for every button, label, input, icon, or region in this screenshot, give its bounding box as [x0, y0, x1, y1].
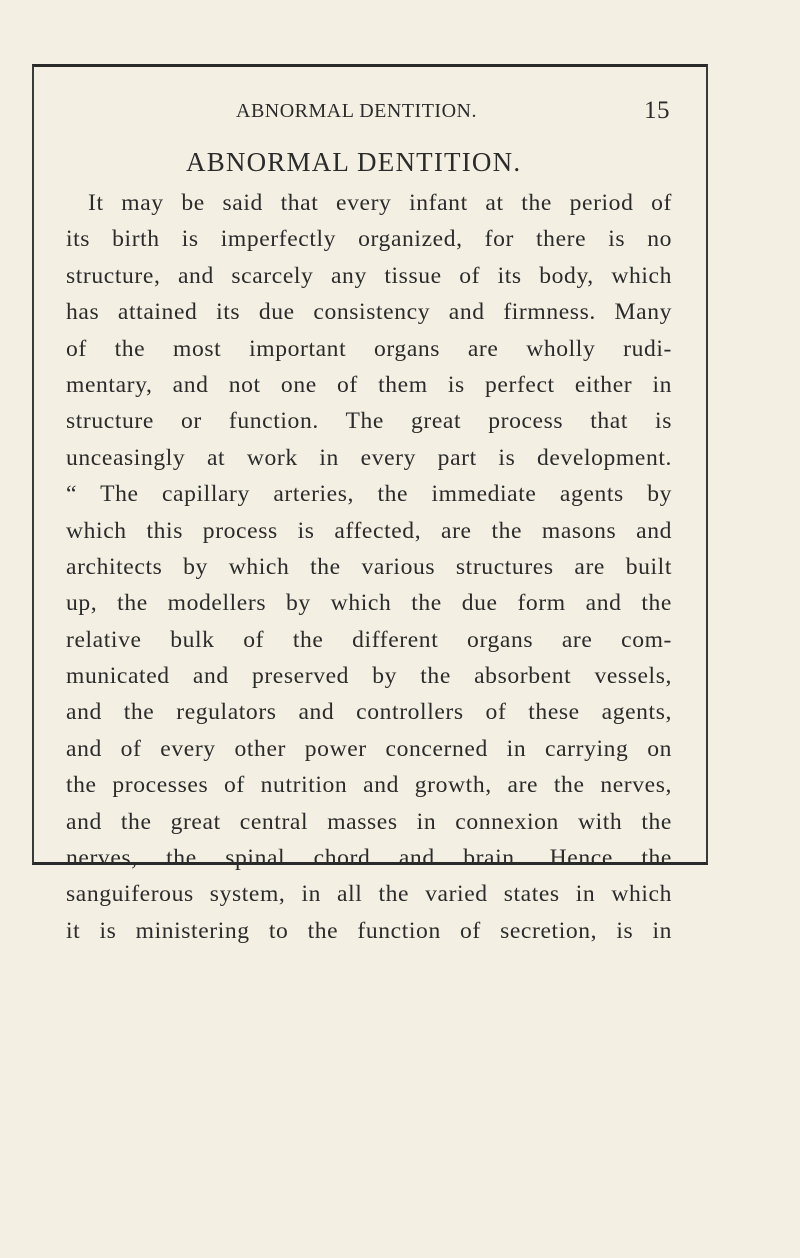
- text-line: and the regulators and controllers of these agents,: [66, 699, 672, 726]
- text-line: which this process is affected, are the masons and: [66, 517, 672, 544]
- text-line: nerves, the spinal chord and brain. Hence the: [66, 845, 672, 872]
- text-line: mentary, and not one of them is perfect either in: [66, 371, 672, 398]
- page-number: 15: [644, 97, 670, 124]
- text-line: “ The capillary arteries, the immediate agents by: [66, 481, 672, 508]
- text-line: of the most important organs are wholly rudi-: [66, 335, 672, 362]
- running-head-title: ABNORMAL DENTITION.: [236, 100, 477, 122]
- running-head: [236, 97, 676, 124]
- text-line: has attained its due consistency and firmness. Many: [66, 299, 672, 326]
- text-line: relative bulk of the different organs are com-: [66, 626, 672, 653]
- chapter-title: ABNORMAL DENTITION.: [186, 147, 522, 177]
- text-line: sanguiferous system, in all the varied states in which: [66, 881, 672, 908]
- text-line: up, the modellers by which the due form and the: [66, 590, 672, 617]
- body-paragraph: [66, 185, 672, 949]
- text-line: municated and preserved by the absorbent vessels,: [66, 663, 672, 690]
- text-line: and of every other power concerned in carrying on: [66, 735, 672, 762]
- text-line: It may be said that every infant at the period of: [88, 190, 672, 216]
- text-line: and the great central masses in connexion with the: [66, 808, 672, 835]
- text-line: its birth is imperfectly organized, for there is no: [66, 226, 672, 253]
- text-line: architects by which the various structures are built: [66, 553, 672, 580]
- text-line: the processes of nutrition and growth, are the nerves,: [66, 772, 672, 799]
- text-line: structure or function. The great process that is: [66, 408, 672, 435]
- text-line: unceasingly at work in every part is development.: [66, 444, 672, 471]
- text-line: it is ministering to the function of secretion, is in: [66, 917, 672, 944]
- text-line: structure, and scarcely any tissue of its body, which: [66, 262, 672, 289]
